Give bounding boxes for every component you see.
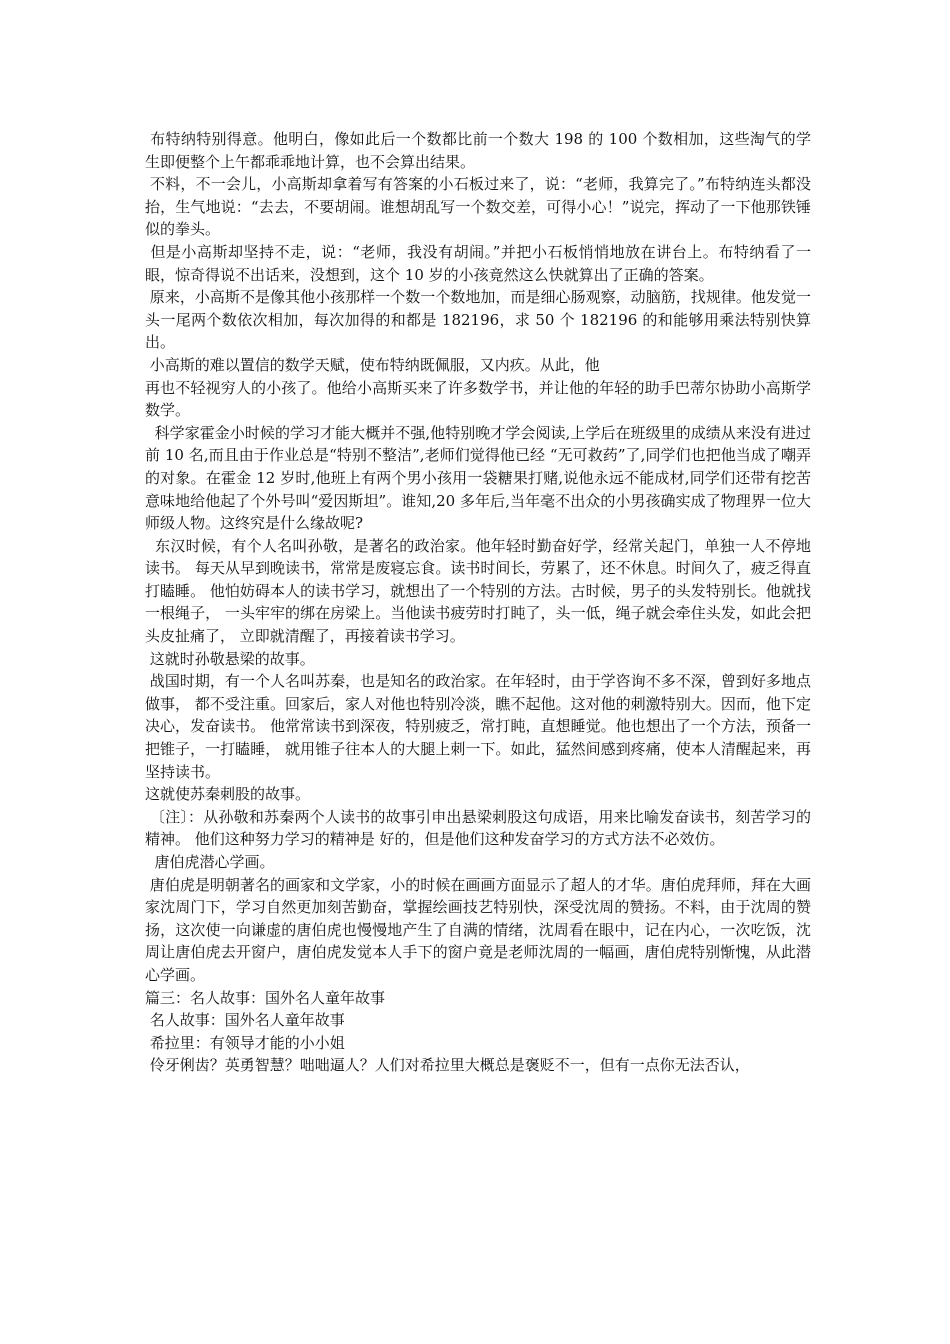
paragraph-sun-jing: 东汉时候，有个人名叫孙敬，是著名的政治家。他年轻时勤奋好学，经常关起门，单独一人不停地读书。 每天从早到晚读书，常常是废寝忘食。读书时间长，劳累了，还不休息。时间久了，疲乏得直打瞌睡。 他怕妨碍本人的读书学习，就想出了一个特别的方法。古时候，男子的头发特别长。他就找一根绳子， 一头牢牢的绑在房梁上。当他读书疲劳时打盹了，头一低，绳子就会牵住头发，如此会把头皮扯痛了， 立即就清醒了，再接着读书学习。 — [145, 536, 811, 646]
paragraph-gauss-method: 原来，小高斯不是像其他小孩那样一个数一个数地加，而是细心肠观察，动脑筋，找规律。他发觉一头一尾两个数依次相加，每次加得的和都是 182196，求 50 个 182196 的和能够用乘法特别快算出。 — [145, 288, 811, 352]
paragraph-gauss-talent: 小高斯的难以置信的数学天赋，使布特纳既佩服，又内疚。从此，他 — [145, 355, 600, 374]
paragraph-hawking: 科学家霍金小时候的学习才能大概并不强,他特别晚才学会阅读,上学后在班级里的成绩从来没有进过前 10 名,而且由于作业总是“特别不整洁”,老师们觉得他已经 “无可救药”了,同学们也把他当成了嘲弄的对象。在霍金 12 岁时,他班上有两个男小孩用一袋糖果打赌,说他永远不能成材,同学们还带有挖苦意味地给他起了个外号叫“爱因斯坦”。谁知,20 多年后,当年毫不出众的小男孩确实成了物理界一位大师级人物。这终究是什么缘故呢? — [145, 423, 811, 533]
paragraph-gauss-insists: 但是小高斯却坚持不走，说：“老师，我没有胡闹。”并把小石板悄悄地放在讲台上。布特纳看了一眼，惊奇得说不出话来，没想到，这个 10 岁的小孩竟然这么快就算出了正确的答案。 — [145, 242, 811, 284]
section-heading-part-three: 篇三：名人故事：国外名人童年故事 — [145, 988, 386, 1007]
paragraph-gauss-teacher-pleased: 布特纳特别得意。他明白，像如此后一个数都比前一个数大 198 的 100 个数相加，这些淘气的学生即便整个上午都乖乖地计算，也不会算出结果。 — [145, 130, 811, 171]
paragraph-gauss-brings-answer: 不料，不一会儿，小高斯却拿着写有答案的小石板过来了，说：“老师，我算完了。”布特纳连头都没抬，生气地说：“去去，不要胡闹。谁想胡乱写一个数交差，可得小心！”说完，挥动了一下他那铁锤似的拳头。 — [145, 175, 811, 239]
section-subheading-hillary: 希拉里：有领导才能的小小姐 — [145, 1033, 345, 1052]
paragraph-su-qin: 战国时期，有一个人名叫苏秦，也是知名的政治家。在年轻时，由于学咨询不多不深，曾到好多地点做事， 都不受注重。回家后，家人对他也特别冷淡，瞧不起他。这对他的刺激特别大。因而，他下定决心，发奋读书。 他常常读书到深夜，特别疲乏，常打盹，直想睡觉。他也想出了一个方法，预备一把锥子，一打瞌睡， 就用锥子往本人的大腿上刺一下。如此，猛然间感到疼痛，使本人清醒起来，再坚持读书。 — [145, 672, 811, 781]
section-subheading-stories: 名人故事：国外名人童年故事 — [145, 1011, 345, 1030]
paragraph-sun-jing-summary: 这就时孙敬悬梁的故事。 — [145, 649, 315, 668]
paragraph-su-qin-summary: 这就使苏秦刺股的故事。 — [145, 785, 311, 804]
paragraph-hillary-intro: 伶牙俐齿？英勇智慧？咄咄逼人？人们对希拉里大概总是褒贬不一，但有一点你无法否认， — [145, 1056, 750, 1075]
document-body — [145, 128, 811, 1077]
paragraph-tang-bohu: 唐伯虎是明朝著名的画家和文学家，小的时候在画画方面显示了超人的才华。唐伯虎拜师，拜在大画家沈周门下，学习自然更加刻苦勤奋，掌握绘画技艺特别快，深受沈周的赞扬。不料，由于沈周的赞扬，这次使一向谦虚的唐伯虎也慢慢地产生了自满的情绪，沈周看在眼中，记在内心，一次吃饭，沈周让唐伯虎去开窗户，唐伯虎发觉本人手下的窗户竟是老师沈周的一幅画，唐伯虎特别惭愧，从此潜心学画。 — [145, 875, 811, 984]
paragraph-gauss-books: 再也不轻视穷人的小孩了。他给小高斯买来了许多数学书，并让他的年轻的助手巴蒂尔协助小高斯学数学。 — [145, 378, 811, 420]
paragraph-tang-bohu-heading: 唐伯虎潜心学画。 — [145, 853, 275, 871]
paragraph-note: 〔注〕：从孙敬和苏秦两个人读书的故事引申出悬梁刺股这句成语，用来比喻发奋读书，刻苦学习的精神。 他们这种努力学习的精神是 好的，但是他们这种发奋学习的方式方法不必效仿。 — [145, 807, 811, 849]
